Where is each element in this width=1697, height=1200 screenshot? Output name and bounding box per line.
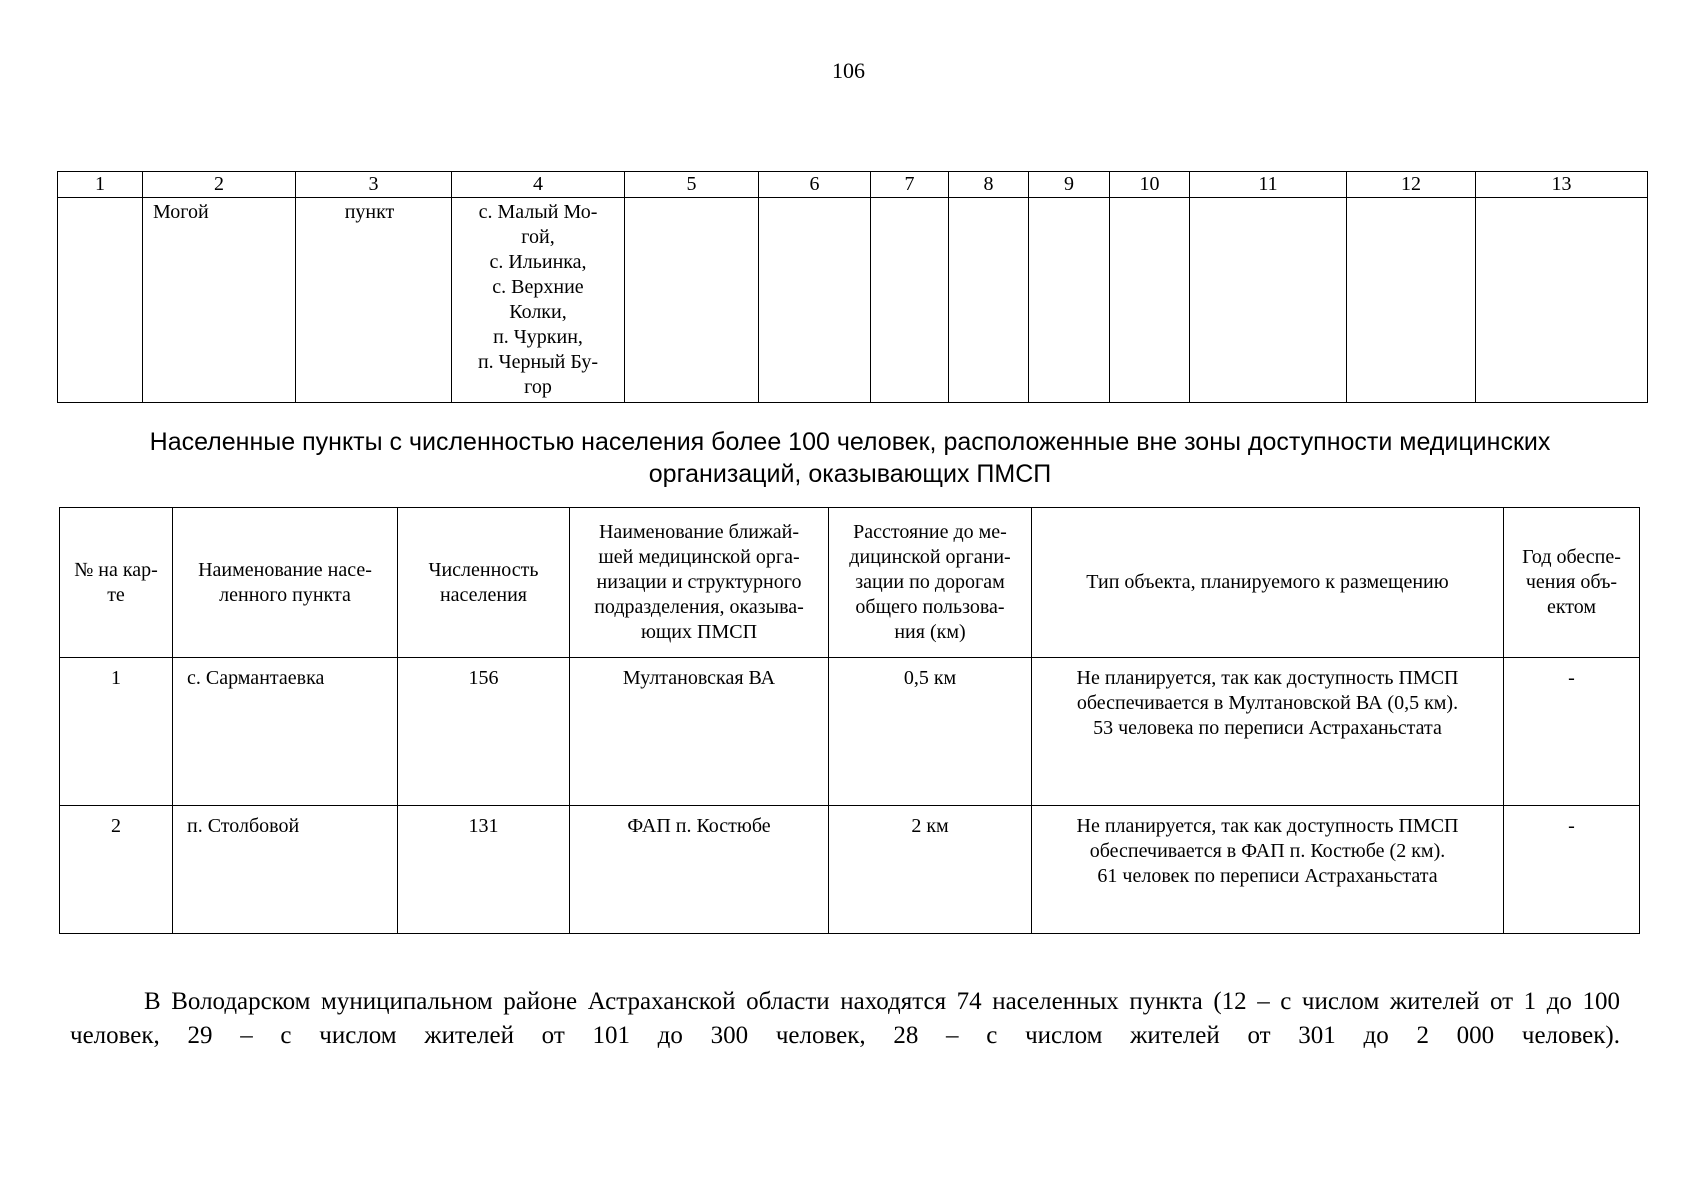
nearest-organization: Мултановская ВА	[570, 658, 829, 806]
population: 156	[398, 658, 570, 806]
title-line: Населенные пункты с численностью населения более 100 человек, расположенные вне зоны доступности медицинских	[149, 428, 1551, 456]
table-row	[60, 806, 1640, 934]
column-number: 3	[296, 172, 452, 198]
table-cell	[1347, 198, 1476, 403]
continuation-header-row	[58, 172, 1648, 198]
table-cell	[625, 198, 759, 403]
header-line: населения	[439, 583, 528, 606]
table-cell	[759, 198, 871, 403]
continuation-table	[57, 171, 1648, 403]
table-cell	[949, 198, 1029, 403]
text-line: Не планируется, так как доступность ПМСП	[1076, 815, 1459, 837]
year: -	[1504, 806, 1640, 934]
header-line: общего пользова-	[855, 596, 1005, 618]
header-line: ленного пункта	[219, 583, 351, 606]
column-number: 12	[1347, 172, 1476, 198]
header-line: подразделения, оказыва-	[594, 596, 804, 618]
column-number: 10	[1110, 172, 1190, 198]
header-map-number	[60, 508, 173, 658]
table-cell	[1029, 198, 1110, 403]
header-line: Наименование насе-	[198, 558, 372, 581]
column-number: 9	[1029, 172, 1110, 198]
header-line: ющих ПМСП	[640, 621, 758, 643]
map-number: 2	[60, 806, 173, 934]
map-number: 1	[60, 658, 173, 806]
header-line: № на кар-	[74, 558, 158, 581]
text-line: гой,	[521, 226, 555, 248]
text-line: 53 человека по переписи Астраханьстата	[1093, 717, 1442, 739]
settlement-name: Могой	[143, 198, 296, 403]
text-line: обеспечивается в ФАП п. Костюбе (2 км).	[1089, 840, 1446, 862]
table-cell	[871, 198, 949, 403]
text-line: с. Ильинка,	[489, 251, 587, 273]
object-type	[1032, 658, 1504, 806]
header-line: зации по дорогам	[855, 571, 1005, 593]
header-line: ектом	[1546, 596, 1597, 618]
header-population	[398, 508, 570, 658]
settlement-name: п. Столбовой	[173, 806, 398, 934]
settlement-list	[452, 198, 625, 403]
header-settlement-name	[173, 508, 398, 658]
header-line: Тип объекта, планируемого к размещению	[1086, 571, 1449, 593]
column-number: 6	[759, 172, 871, 198]
text-line: Колки,	[509, 301, 567, 323]
table-cell	[1110, 198, 1190, 403]
header-line: чения объ-	[1525, 571, 1618, 593]
text-line: гор	[524, 376, 552, 398]
distance: 2 км	[829, 806, 1032, 934]
header-line: дицинской органи-	[849, 546, 1011, 568]
title-line: организаций, оказывающих ПМСП	[648, 460, 1052, 488]
text-line: с. Верхние	[492, 276, 584, 298]
text-line: Не планируется, так как доступность ПМСП	[1076, 667, 1459, 689]
header-line: Наименование ближай-	[598, 521, 800, 543]
header-nearest-organization	[570, 508, 829, 658]
table-header-row	[60, 508, 1640, 658]
column-number: 2	[143, 172, 296, 198]
text-line: обеспечивается в Мултановской ВА (0,5 км).	[1076, 692, 1459, 714]
text-line: с. Малый Мо-	[478, 201, 598, 223]
header-line: Год обеспе-	[1522, 546, 1621, 568]
header-line: ния (км)	[894, 621, 966, 643]
body-paragraph: В Володарском муниципальном районе Астраханской области находятся 74 населенных пункта (12 – с числом жителей от 1 до 100 человек, 29 – с числом жителей от 101 до 300 человек, 28 – с числом жителей от 301 до 2 000 человек).	[70, 988, 1620, 1049]
table-cell	[58, 198, 143, 403]
column-number: 5	[625, 172, 759, 198]
header-object-type	[1032, 508, 1504, 658]
text-line: п. Черный Бу-	[477, 351, 599, 373]
year: -	[1504, 658, 1640, 806]
object-type	[1032, 806, 1504, 934]
nearest-organization: ФАП п. Костюбе	[570, 806, 829, 934]
table-cell	[1190, 198, 1347, 403]
header-line: Расстояние до ме-	[853, 521, 1007, 543]
header-line: те	[107, 583, 125, 606]
header-line: шей медицинской орга-	[598, 546, 800, 568]
settlement-type: пункт	[296, 198, 452, 403]
column-number: 4	[452, 172, 625, 198]
header-line: Численность	[428, 558, 539, 581]
column-number: 8	[949, 172, 1029, 198]
table-cell	[1476, 198, 1648, 403]
column-number: 11	[1190, 172, 1347, 198]
column-number: 13	[1476, 172, 1648, 198]
header-line: низации и структурного	[596, 571, 802, 593]
table-row	[58, 198, 1648, 403]
text-line: п. Чуркин,	[493, 326, 583, 348]
column-number: 1	[58, 172, 143, 198]
population: 131	[398, 806, 570, 934]
distance: 0,5 км	[829, 658, 1032, 806]
header-year	[1504, 508, 1640, 658]
column-number: 7	[871, 172, 949, 198]
header-distance	[829, 508, 1032, 658]
page-number: 106	[832, 58, 865, 83]
settlement-name: с. Сармантаевка	[173, 658, 398, 806]
text-line: 61 человек по переписи Астраханьстата	[1097, 865, 1438, 887]
section-title	[80, 426, 1620, 490]
settlements-table	[59, 507, 1640, 934]
table-row	[60, 658, 1640, 806]
